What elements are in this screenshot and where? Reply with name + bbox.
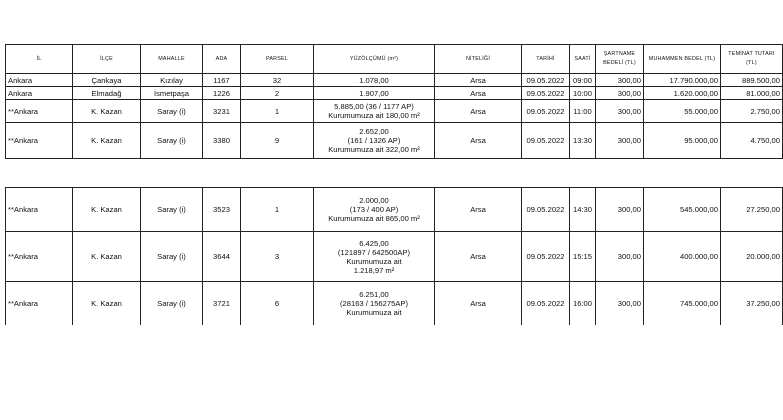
area-line: 6.425,00: [359, 238, 389, 248]
cell-sartname: 300,00: [596, 188, 644, 232]
table-row: [6, 188, 783, 232]
area-line: Kurumumuza ait 865,00 m²: [328, 214, 420, 223]
cell-teminat: 37.250,00: [721, 282, 783, 326]
cell-yuzolcum: [314, 74, 435, 87]
cell-il: **Ankara: [6, 232, 73, 282]
area-line: Kurumumuza ait: [346, 308, 402, 317]
cell-teminat: 20.000,00: [721, 232, 783, 282]
table-row: [6, 123, 783, 159]
cell-teminat: 81.000,00: [721, 87, 783, 100]
cell-muhammen: 545.000,00: [644, 188, 721, 232]
cell-sartname: 300,00: [596, 232, 644, 282]
cell-yuzolcum: [314, 282, 435, 326]
cell-ilce: K. Kazan: [73, 282, 141, 326]
cell-ilce: K. Kazan: [73, 100, 141, 123]
cell-tarihi: 09.05.2022: [522, 282, 570, 326]
area-line: 1.907,00: [359, 88, 389, 98]
area-line: 5.885,00 (36 / 1177 AP): [334, 102, 414, 111]
cell-mahalle: Saray (i): [141, 232, 203, 282]
cell-sartname: 300,00: [596, 282, 644, 326]
cell-muhammen: 745.000,00: [644, 282, 721, 326]
cell-muhammen: 55.000,00: [644, 100, 721, 123]
cell-il: **Ankara: [6, 100, 73, 123]
col-saati: SAATİ: [570, 45, 596, 74]
area-line: Kurumumuza ait 322,00 m²: [328, 145, 420, 154]
header-row: [6, 45, 783, 74]
col-teminat: TEMİNAT TUTARI (TL): [721, 45, 783, 74]
cell-saati: 14:30: [570, 188, 596, 232]
cell-tarihi: 09.05.2022: [522, 123, 570, 159]
cell-parsel: 32: [241, 74, 314, 87]
cell-parsel: 1: [241, 100, 314, 123]
cell-yuzolcum: [314, 188, 435, 232]
cell-yuzolcum: [314, 100, 435, 123]
cell-niteligi: Arsa: [435, 282, 522, 326]
cell-parsel: 9: [241, 123, 314, 159]
cell-ada: 1167: [203, 74, 241, 87]
cell-ada: 3380: [203, 123, 241, 159]
cell-yuzolcum: [314, 87, 435, 100]
cell-ada: 3644: [203, 232, 241, 282]
table-row: [6, 232, 783, 282]
cell-niteligi: Arsa: [435, 232, 522, 282]
cell-yuzolcum: [314, 123, 435, 159]
cell-teminat: 4.750,00: [721, 123, 783, 159]
cell-saati: 13:30: [570, 123, 596, 159]
cell-saati: 11:00: [570, 100, 596, 123]
area-line: (121897 / 642500AP): [337, 247, 411, 257]
area-line: 2.652,00: [359, 127, 389, 136]
cell-ada: 3523: [203, 188, 241, 232]
cell-muhammen: 400.000,00: [644, 232, 721, 282]
cell-teminat: 27.250,00: [721, 188, 783, 232]
cell-saati: 15:15: [570, 232, 596, 282]
cell-sartname: 300,00: [596, 100, 644, 123]
cell-il: **Ankara: [6, 188, 73, 232]
cell-ada: 3231: [203, 100, 241, 123]
cell-yuzolcum: [314, 232, 435, 282]
col-ilce: İLÇE: [73, 45, 141, 74]
table-row: [6, 74, 783, 87]
cell-il: Ankara: [6, 74, 73, 87]
cell-muhammen: 95.000,00: [644, 123, 721, 159]
cell-tarihi: 09.05.2022: [522, 100, 570, 123]
cell-mahalle: Saray (i): [141, 188, 203, 232]
cell-il: Ankara: [6, 87, 73, 100]
cell-mahalle: Kızılay: [141, 74, 203, 87]
cell-tarihi: 09.05.2022: [522, 87, 570, 100]
col-sartname: ŞARTNAME BEDELİ (TL): [596, 45, 644, 74]
area-line: 6.251,00: [359, 290, 389, 299]
cell-parsel: 2: [241, 87, 314, 100]
cell-sartname: 300,00: [596, 123, 644, 159]
cell-il: **Ankara: [6, 123, 73, 159]
col-tarihi: TARİHİ: [522, 45, 570, 74]
table-row: [6, 100, 783, 123]
cell-muhammen: 1.620.000,00: [644, 87, 721, 100]
cell-saati: 16:00: [570, 282, 596, 326]
col-niteligi: NİTELİĞİ: [435, 45, 522, 74]
cell-parsel: 1: [241, 188, 314, 232]
cell-teminat: 2.750,00: [721, 100, 783, 123]
cell-saati: 10:00: [570, 87, 596, 100]
cell-il: **Ankara: [6, 282, 73, 326]
cell-niteligi: Arsa: [435, 123, 522, 159]
cell-sartname: 300,00: [596, 87, 644, 100]
area-line: (28163 / 156275AP): [340, 299, 408, 308]
cell-mahalle: Saray (i): [141, 123, 203, 159]
area-line: 1.218,97 m²: [353, 265, 395, 275]
area-line: Kurumumuza ait 180,00 m²: [328, 111, 420, 120]
cell-sartname: 300,00: [596, 74, 644, 87]
col-yuzolcum: YÜZÖLÇÜMÜ (m²): [314, 45, 435, 74]
area-line: Kurumumuza ait: [346, 256, 402, 266]
col-il: İL: [6, 45, 73, 74]
area-line: (161 / 1326 AP): [347, 136, 401, 145]
cell-ada: 1226: [203, 87, 241, 100]
cell-niteligi: Arsa: [435, 188, 522, 232]
cell-muhammen: 17.790.000,00: [644, 74, 721, 87]
cell-niteligi: Arsa: [435, 74, 522, 87]
area-line: 2.000,00: [359, 196, 389, 205]
auction-table-bottom: [5, 187, 783, 325]
col-ada: ADA: [203, 45, 241, 74]
cell-parsel: 3: [241, 232, 314, 282]
cell-ilce: Elmadağ: [73, 87, 141, 100]
area-line: (173 / 400 AP): [349, 205, 399, 214]
col-muhammen: MUHAMMEN BEDEL (TL): [644, 45, 721, 74]
cell-tarihi: 09.05.2022: [522, 74, 570, 87]
area-line: 1.078,00: [359, 75, 389, 85]
col-mahalle: MAHALLE: [141, 45, 203, 74]
cell-tarihi: 09.05.2022: [522, 232, 570, 282]
cell-ada: 3721: [203, 282, 241, 326]
cell-ilce: Çankaya: [73, 74, 141, 87]
cell-mahalle: Saray (i): [141, 100, 203, 123]
cell-ilce: K. Kazan: [73, 123, 141, 159]
cell-niteligi: Arsa: [435, 87, 522, 100]
cell-parsel: 6: [241, 282, 314, 326]
cell-mahalle: Saray (i): [141, 282, 203, 326]
cell-ilce: K. Kazan: [73, 188, 141, 232]
auction-table-top: [5, 44, 783, 159]
cell-ilce: K. Kazan: [73, 232, 141, 282]
cell-saati: 09:00: [570, 74, 596, 87]
table-row: [6, 87, 783, 100]
cell-mahalle: İsmetpaşa: [141, 87, 203, 100]
cell-tarihi: 09.05.2022: [522, 188, 570, 232]
table-row: [6, 282, 783, 326]
cell-teminat: 889.500,00: [721, 74, 783, 87]
cell-niteligi: Arsa: [435, 100, 522, 123]
col-parsel: PARSEL: [241, 45, 314, 74]
